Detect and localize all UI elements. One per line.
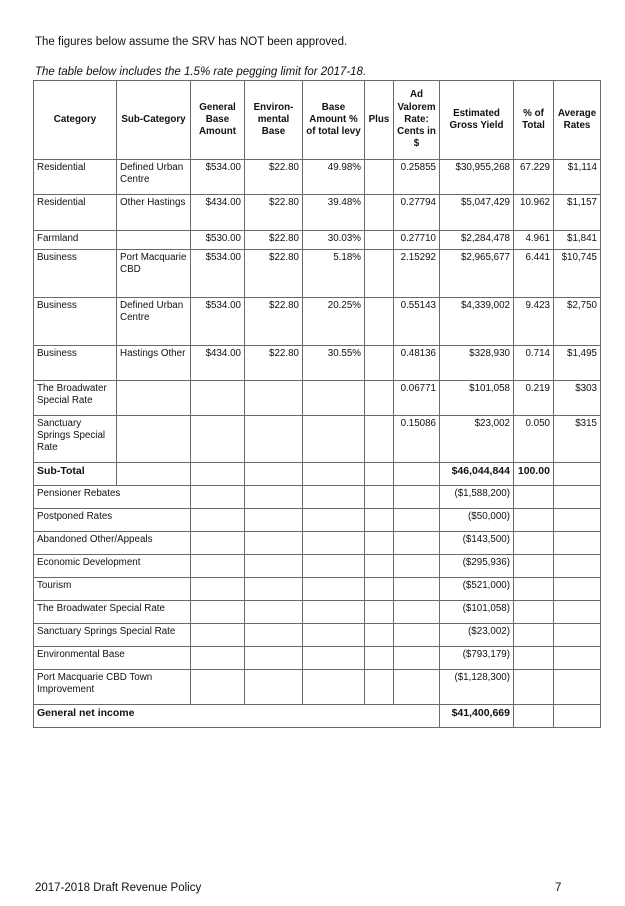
cell-ad-valorem: 0.27794 xyxy=(394,195,440,231)
cell-ad-valorem: 0.55143 xyxy=(394,298,440,346)
table-row xyxy=(34,231,601,250)
table-row xyxy=(34,195,601,231)
header-ad-valorem: Ad Valorem Rate: Cents in $ xyxy=(394,81,440,160)
cell-pct-total: 67.229 xyxy=(514,160,554,195)
cell-category: Business xyxy=(34,298,117,346)
table-row xyxy=(34,298,601,346)
deduction-value: ($23,002) xyxy=(440,624,514,647)
deduction-label: Environmental Base xyxy=(34,647,191,670)
cell-pct-total: 9.423 xyxy=(514,298,554,346)
empty-cell xyxy=(191,601,245,624)
header-average-rates: Average Rates xyxy=(554,81,601,160)
empty-cell xyxy=(394,647,440,670)
empty-cell xyxy=(554,601,601,624)
cell-estimated-gross-yield: $2,965,677 xyxy=(440,250,514,298)
cell-ad-valorem: 0.06771 xyxy=(394,381,440,416)
table-row xyxy=(34,250,601,298)
empty-cell xyxy=(394,624,440,647)
header-plus: Plus xyxy=(365,81,394,160)
cell-plus xyxy=(365,298,394,346)
table-row xyxy=(34,381,601,416)
deduction-value: ($143,500) xyxy=(440,532,514,555)
table-header-row xyxy=(34,81,601,160)
empty-cell xyxy=(245,670,303,705)
empty-cell xyxy=(554,463,601,486)
empty-cell xyxy=(514,601,554,624)
cell-general-base: $434.00 xyxy=(191,346,245,381)
deduction-label: Port Macquarie CBD Town Improvement xyxy=(34,670,191,705)
empty-cell xyxy=(365,486,394,509)
cell-environmental-base: $22.80 xyxy=(245,195,303,231)
deduction-row xyxy=(34,486,601,509)
deduction-value: ($521,000) xyxy=(440,578,514,601)
table-row xyxy=(34,346,601,381)
cell-base-pct: 39.48% xyxy=(303,195,365,231)
empty-cell xyxy=(394,463,440,486)
cell-average-rates: $10,745 xyxy=(554,250,601,298)
empty-cell xyxy=(554,670,601,705)
deduction-label: Sanctuary Springs Special Rate xyxy=(34,624,191,647)
cell-base-pct xyxy=(303,416,365,463)
cell-pct-total: 0.050 xyxy=(514,416,554,463)
intro-text: The figures below assume the SRV has NOT been approved. xyxy=(35,36,348,48)
deduction-label: Pensioner Rebates xyxy=(34,486,191,509)
cell-environmental-base: $22.80 xyxy=(245,231,303,250)
subtotal-pct-total: 100.00 xyxy=(514,463,554,486)
empty-cell xyxy=(514,705,554,728)
empty-cell xyxy=(394,509,440,532)
subtotal-row xyxy=(34,463,601,486)
deduction-row xyxy=(34,509,601,532)
cell-general-base: $434.00 xyxy=(191,195,245,231)
cell-subcategory xyxy=(117,231,191,250)
cell-ad-valorem: 0.15086 xyxy=(394,416,440,463)
cell-base-pct xyxy=(303,381,365,416)
empty-cell xyxy=(191,532,245,555)
empty-cell xyxy=(303,578,365,601)
cell-average-rates: $1,841 xyxy=(554,231,601,250)
table-row xyxy=(34,160,601,195)
cell-category: Business xyxy=(34,250,117,298)
cell-plus xyxy=(365,346,394,381)
empty-cell xyxy=(191,555,245,578)
empty-cell xyxy=(303,463,365,486)
empty-cell xyxy=(365,647,394,670)
deduction-row xyxy=(34,555,601,578)
deduction-label: The Broadwater Special Rate xyxy=(34,601,191,624)
deduction-value: ($101,058) xyxy=(440,601,514,624)
empty-cell xyxy=(191,647,245,670)
empty-cell xyxy=(514,509,554,532)
cell-pct-total: 4.961 xyxy=(514,231,554,250)
net-income-label: General net income xyxy=(34,705,440,728)
cell-pct-total: 6.441 xyxy=(514,250,554,298)
deduction-label: Economic Development xyxy=(34,555,191,578)
cell-general-base: $534.00 xyxy=(191,160,245,195)
empty-cell xyxy=(303,647,365,670)
empty-cell xyxy=(245,624,303,647)
subtotal-label: Sub-Total xyxy=(34,463,117,486)
deduction-label: Abandoned Other/Appeals xyxy=(34,532,191,555)
header-category: Category xyxy=(34,81,117,160)
cell-average-rates: $1,157 xyxy=(554,195,601,231)
deduction-row xyxy=(34,532,601,555)
deduction-value: ($50,000) xyxy=(440,509,514,532)
empty-cell xyxy=(303,486,365,509)
cell-plus xyxy=(365,160,394,195)
empty-cell xyxy=(191,509,245,532)
empty-cell xyxy=(394,578,440,601)
deduction-row xyxy=(34,670,601,705)
empty-cell xyxy=(365,532,394,555)
subtotal-gross-yield: $46,044,844 xyxy=(440,463,514,486)
empty-cell xyxy=(554,624,601,647)
empty-cell xyxy=(554,647,601,670)
empty-cell xyxy=(554,532,601,555)
cell-base-pct: 49.98% xyxy=(303,160,365,195)
cell-average-rates: $1,114 xyxy=(554,160,601,195)
deduction-label: Tourism xyxy=(34,578,191,601)
cell-base-pct: 30.55% xyxy=(303,346,365,381)
cell-average-rates: $1,495 xyxy=(554,346,601,381)
cell-estimated-gross-yield: $5,047,429 xyxy=(440,195,514,231)
net-income-row xyxy=(34,705,601,728)
cell-subcategory: Hastings Other xyxy=(117,346,191,381)
deduction-value: ($295,936) xyxy=(440,555,514,578)
deduction-value: ($1,128,300) xyxy=(440,670,514,705)
empty-cell xyxy=(554,509,601,532)
empty-cell xyxy=(514,555,554,578)
cell-estimated-gross-yield: $4,339,002 xyxy=(440,298,514,346)
empty-cell xyxy=(514,486,554,509)
table-row xyxy=(34,416,601,463)
cell-general-base: $534.00 xyxy=(191,298,245,346)
empty-cell xyxy=(514,647,554,670)
header-pct-total: % of Total xyxy=(514,81,554,160)
footer-title: 2017-2018 Draft Revenue Policy xyxy=(35,882,202,894)
empty-cell xyxy=(245,486,303,509)
cell-ad-valorem: 0.27710 xyxy=(394,231,440,250)
cell-category: Residential xyxy=(34,195,117,231)
cell-subcategory xyxy=(117,381,191,416)
deduction-label: Postponed Rates xyxy=(34,509,191,532)
cell-plus xyxy=(365,195,394,231)
cell-environmental-base: $22.80 xyxy=(245,160,303,195)
cell-subcategory: Defined Urban Centre xyxy=(117,160,191,195)
cell-average-rates: $315 xyxy=(554,416,601,463)
cell-pct-total: 0.219 xyxy=(514,381,554,416)
cell-plus xyxy=(365,250,394,298)
cell-plus xyxy=(365,231,394,250)
header-environmental-base: Environ-mental Base xyxy=(245,81,303,160)
empty-cell xyxy=(514,578,554,601)
cell-category: Sanctuary Springs Special Rate xyxy=(34,416,117,463)
empty-cell xyxy=(303,509,365,532)
cell-subcategory: Port Macquarie CBD xyxy=(117,250,191,298)
empty-cell xyxy=(117,463,191,486)
header-estimated-gross-yield: Estimated Gross Yield xyxy=(440,81,514,160)
page-number: 7 xyxy=(555,882,562,894)
empty-cell xyxy=(245,509,303,532)
empty-cell xyxy=(554,705,601,728)
cell-category: Business xyxy=(34,346,117,381)
cell-estimated-gross-yield: $30,955,268 xyxy=(440,160,514,195)
cell-plus xyxy=(365,416,394,463)
empty-cell xyxy=(245,578,303,601)
empty-cell xyxy=(365,670,394,705)
cell-pct-total: 0.714 xyxy=(514,346,554,381)
cell-ad-valorem: 2.15292 xyxy=(394,250,440,298)
deduction-row xyxy=(34,578,601,601)
cell-subcategory: Defined Urban Centre xyxy=(117,298,191,346)
empty-cell xyxy=(394,532,440,555)
header-base-pct: Base Amount % of total levy xyxy=(303,81,365,160)
cell-average-rates: $2,750 xyxy=(554,298,601,346)
cell-average-rates: $303 xyxy=(554,381,601,416)
cell-environmental-base xyxy=(245,381,303,416)
cell-base-pct: 30.03% xyxy=(303,231,365,250)
cell-environmental-base: $22.80 xyxy=(245,298,303,346)
empty-cell xyxy=(514,624,554,647)
empty-cell xyxy=(245,555,303,578)
cell-environmental-base: $22.80 xyxy=(245,346,303,381)
cell-general-base: $530.00 xyxy=(191,231,245,250)
deduction-value: ($1,588,200) xyxy=(440,486,514,509)
empty-cell xyxy=(191,486,245,509)
cell-estimated-gross-yield: $2,284,478 xyxy=(440,231,514,250)
empty-cell xyxy=(245,463,303,486)
empty-cell xyxy=(365,601,394,624)
empty-cell xyxy=(245,647,303,670)
empty-cell xyxy=(303,624,365,647)
empty-cell xyxy=(514,670,554,705)
cell-category: The Broadwater Special Rate xyxy=(34,381,117,416)
empty-cell xyxy=(554,486,601,509)
revenue-table xyxy=(33,80,601,728)
cell-plus xyxy=(365,381,394,416)
cell-base-pct: 5.18% xyxy=(303,250,365,298)
empty-cell xyxy=(365,509,394,532)
cell-category: Residential xyxy=(34,160,117,195)
empty-cell xyxy=(245,601,303,624)
cell-base-pct: 20.25% xyxy=(303,298,365,346)
table-note: The table below includes the 1.5% rate pegging limit for 2017-18. xyxy=(35,66,367,78)
deduction-value: ($793,179) xyxy=(440,647,514,670)
empty-cell xyxy=(191,578,245,601)
empty-cell xyxy=(303,601,365,624)
cell-pct-total: 10.962 xyxy=(514,195,554,231)
cell-general-base xyxy=(191,416,245,463)
cell-environmental-base xyxy=(245,416,303,463)
empty-cell xyxy=(245,532,303,555)
cell-subcategory xyxy=(117,416,191,463)
empty-cell xyxy=(303,670,365,705)
empty-cell xyxy=(554,555,601,578)
empty-cell xyxy=(191,624,245,647)
empty-cell xyxy=(365,555,394,578)
header-general-base: General Base Amount xyxy=(191,81,245,160)
deduction-row xyxy=(34,601,601,624)
empty-cell xyxy=(394,670,440,705)
net-income-value: $41,400,669 xyxy=(440,705,514,728)
empty-cell xyxy=(191,670,245,705)
empty-cell xyxy=(394,601,440,624)
cell-ad-valorem: 0.25855 xyxy=(394,160,440,195)
cell-estimated-gross-yield: $101,058 xyxy=(440,381,514,416)
deduction-row xyxy=(34,624,601,647)
deduction-row xyxy=(34,647,601,670)
cell-category: Farmland xyxy=(34,231,117,250)
empty-cell xyxy=(365,578,394,601)
empty-cell xyxy=(303,555,365,578)
cell-subcategory: Other Hastings xyxy=(117,195,191,231)
empty-cell xyxy=(394,555,440,578)
header-subcategory: Sub-Category xyxy=(117,81,191,160)
cell-ad-valorem: 0.48136 xyxy=(394,346,440,381)
cell-estimated-gross-yield: $23,002 xyxy=(440,416,514,463)
empty-cell xyxy=(303,532,365,555)
empty-cell xyxy=(514,532,554,555)
empty-cell xyxy=(394,486,440,509)
empty-cell xyxy=(554,578,601,601)
cell-general-base xyxy=(191,381,245,416)
cell-estimated-gross-yield: $328,930 xyxy=(440,346,514,381)
cell-general-base: $534.00 xyxy=(191,250,245,298)
empty-cell xyxy=(365,463,394,486)
empty-cell xyxy=(191,463,245,486)
empty-cell xyxy=(365,624,394,647)
cell-environmental-base: $22.80 xyxy=(245,250,303,298)
